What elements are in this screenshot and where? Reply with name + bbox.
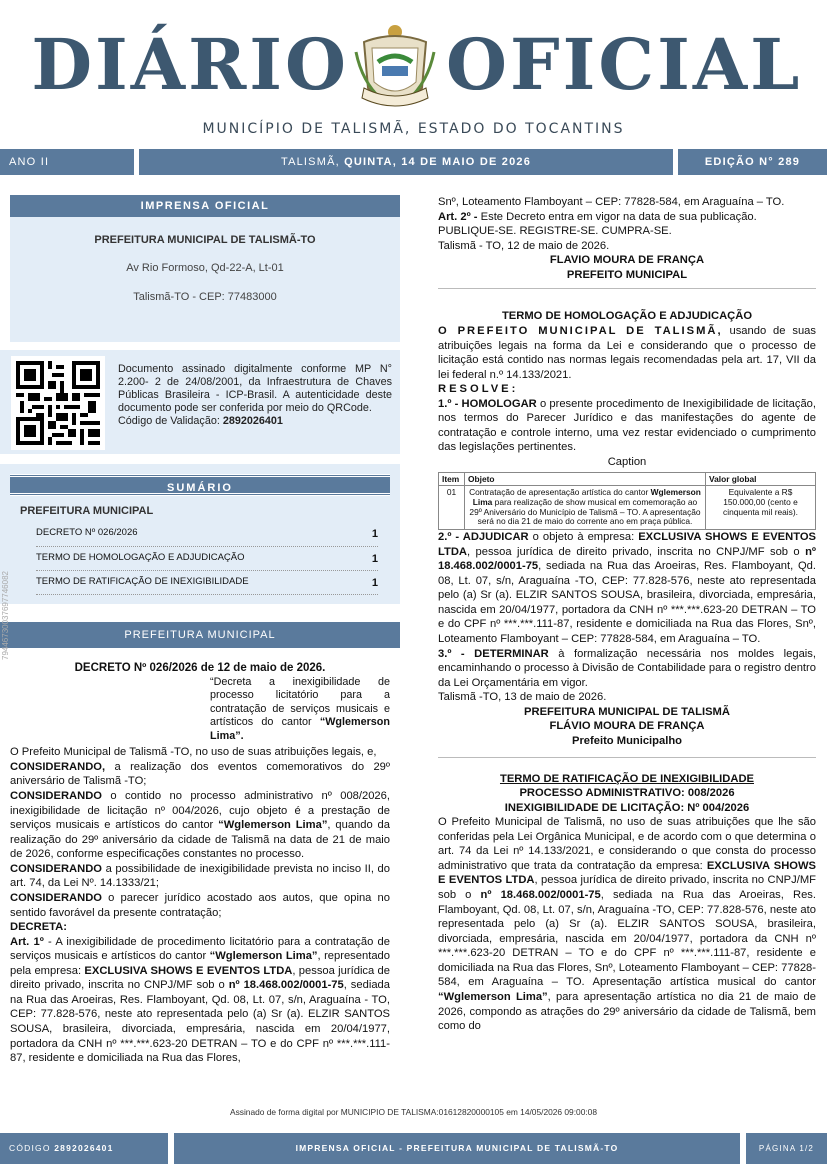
ratificacao-title: TERMO DE RATIFICAÇÃO DE INEXIGIBILIDADE [499,772,754,785]
art2: Art. 2º - Este Decreto entra em vigor na data de sua publicação. [438,210,757,223]
summary-heading: SUMÁRIO [10,474,390,496]
decreto-body: O Prefeito Municipal de Talismã -TO, no uso de suas atribuições legais, e, CONSIDERANDO, a realização dos eventos comemorativos do 29º aniversário de Talismã -TO; CONSIDERANDO o contido no processo administrativo nº 008/2026, inexigibilidade de licitação nº 004/2026, cujo objeto é a prestação de serviços musicais e artísticos do cantor “Wglemerson Lima”, quando da realização do 29º aniversário da cidade de Talismã na data de 21 de maio de 2026, conforme especificações constantes no processo. CONSIDERANDO a possibilidade de inexigibilidade prevista no inciso II, do art. 74, da Lei Nº. 14.1333/21; CONSIDERANDO o parecer jurídico acostado aos autos, que opina no sentido favorável da presente contratação; DECRETA: Art. 1º - A inexigibilidade de procedimento licitatório para a contratação de serviços musicais e artísticos do cantor “Wglemerson Lima”, representado pela empresa: EXCLUSIVA SHOWS E EVENTOS LTDA, pessoa jurídica de direito privado, inscrita no CNPJ/MF sob o nº 18.468.002/0001-75, sediada na Rua das Aroeiras, Res. Flamboyant, Qd. 08, Lt. 07, s/n, Araguaína - TO, CEP: 77.828-576, neste ato representada pelo (a) Sr (a). ELZIR SANTOS SOUSA, brasileira, divorciada, empresária, nascida em 20/04/1977, portadora da CNH nº ***.***.623-20 DETRAN – TO e do CPF nº ***.***.111-87, residente e domiciliada na Rua das Flores, [10,746,391,1065]
date-2: Talismã -TO, 13 de maio de 2026. [438,691,607,704]
masthead [0,0,827,150]
municipal-seal-icon [352,22,438,118]
ratificacao-inex: INEXIGIBILIDADE DE LICITAÇÃO: Nº 004/2026 [504,801,750,814]
ratificacao-process: PROCESSO ADMINISTRATIVO: 008/2026 [519,787,735,800]
imprensa-city: Talismã-TO - CEP: 77483000 [133,290,277,303]
qr-code-icon[interactable] [11,356,105,450]
year-bar [0,149,134,175]
imprensa-box [10,217,400,342]
imprensa-org: PREFEITURA MUNICIPAL DE TALISMÃ-TO [94,234,316,246]
signer-org-2: PREFEITURA MUNICIPAL DE TALISMÃ [524,705,730,718]
section-heading: PREFEITURA MUNICIPAL [0,622,400,648]
resolve-label: RESOLVE: [438,383,519,396]
summary-box [0,464,400,604]
validation-label: Código de Validação: [118,414,220,427]
date-label: QUINTA, 14 DE MAIO DE 2026 [344,156,532,168]
summary-section: PREFEITURA MUNICIPAL [20,505,154,517]
table-row: 01 Contratação de apresentação artística do cantor Wglemerson Lima para realização de show musical em comemoração ao 29º Aniversário do Município de Talismã – TO. A apresentação será no dia 21 de maio do corrente ano em praça pública. Equivalente a R$ 150.000,00 (cento e cinquenta mil reais). [439,486,816,530]
validation-code: 2892026401 [222,414,283,427]
vertical-code: 79446730037697746082 [1,571,10,660]
edition-label: EDIÇÃO N° 289 [704,156,801,168]
date-bar [139,149,673,175]
digital-signature-line: Assinado de forma digital por MUNICIPIO DE TALISMA:01612820000105 em 14/05/2026 09:00:08 [229,1107,597,1117]
title-right-word: OFICIAL [446,23,803,106]
homologacao-title: TERMO DE HOMOLOGAÇÃO E ADJUDICAÇÃO [501,310,753,323]
table-caption: Caption [607,456,647,468]
signer-role-1: PREFEITO MUNICIPAL [566,268,688,281]
edition-bar [678,149,827,175]
signature-box [0,350,400,454]
footer-code-bar: CÓDIGO 2892026401 [0,1133,168,1164]
footer-center-bar: IMPRENSA OFICIAL - PREFEITURA MUNICIPAL DE TALISMÃ-TO [174,1133,740,1164]
decreto-title: DECRETO Nº 026/2026 de 12 de maio de 2026. [74,662,326,674]
object-table: Item Objeto Valor global 01 Contratação de apresentação artística do cantor Wglemerson Lima para realização de show musical em comemoração ao 29º Aniversário do Município de Talismã – TO. A apresentação será no dia 21 de maio do corrente ano em praça pública. Equivalente a R$ 150.000,00 (cento e cinquenta mil reais). [438,472,816,531]
summary-item[interactable]: TERMO DE HOMOLOGAÇÃO E ADJUDICAÇÃO 1 [36,547,378,571]
divider [438,757,816,758]
decreto-ementa: “Decreta a inexigibilidade de processo licitatório para a contratação de serviços musicais e artísticos do cantor “Wglemerson Lima”. [210,675,391,742]
signature-statement: Documento assinado digitalmente conforme MP N° 2.200- 2 de 24/08/2001, da Infraestrutura de Chaves Públicas Brasileira - ICP-Brasil. A autenticidade deste documento pode ser conferida por meio do QRCode. [118,363,392,414]
divider [438,288,816,289]
date-1: Talismã - TO, 12 de maio de 2026. [438,239,610,252]
decreto-continuation: Snº, Loteamento Flamboyant – CEP: 77828-584, em Araguaína – TO. [438,196,785,208]
ratificacao-body: O Prefeito Municipal de Talismã, no uso de suas atribuições que lhe são conferidas pela Lei Orgânica Municipal, e de acordo com o que determina o art. 74 da Lei nº 14.133/2021, e considerando o que consta do processo administrativo que trata da contratação da empresa: EXCLUSIVA SHOWS E EVENTOS LTDA, pessoa jurídica de direito privado, inscrita no CNPJ/MF sob o nº 18.468.002/0001-75, sediada na Rua das Aroeiras, Res. Flamboyant, Qd. 08, Lt. 07, s/n, Araguaína -TO, CEP: 77.828-576, neste ato representada pelo (a) Sr (a). ELZIR SANTOS SOUSA, brasileira, divorciada, empresária, nascida em 20/04/1977, portadora da CNH nº ***.***.623-20 DETRAN – TO e do CPF nº ***.***.111-87, residente e domiciliada na Rua das Flores, Snº, Loteamento Flamboyant – CEP: 77828-584, em Araguaína – TO. Apresentação artística musical do cantor “Wglemerson Lima”, para apresentação artística no dia 21 de maio de 2026, compondo as atrações do 29º aniversário da cidade de Talismã, bem como do [438,816,817,1033]
summary-item[interactable]: DECRETO Nº 026/2026 1 [36,522,378,546]
publique: PUBLIQUE-SE. REGISTRE-SE. CUMPRA-SE. [438,225,672,238]
city-label: TALISMÃ, [280,156,340,168]
year-label: ANO II [9,156,50,168]
right-column: Snº, Loteamento Flamboyant – CEP: 77828-584, em Araguaína – TO. Art. 2º - Este Decreto entra em vigor na data de sua publicação. PUBLIQUE-SE. REGISTRE-SE. CUMPRA-SE. Talismã - TO, 12 de maio de 2026. FLAVIO MOURA DE FRANÇA PREFEITO MUNICIPAL TERMO DE HOMOLOGAÇÃO E ADJUDICAÇÃO O PREFEITO MUNICIPAL DE TALISMÃ, usando de suas atribuições legais na forma da Lei e considerando que o processo de licitação está contido nas normas legais recomendadas pela art. 17, VII da lei federal n.º 14.133/2021. RESOLVE: 1.º - HOMOLOGAR o presente procedimento de Inexigibilidade de licitação, nos termos do Parecer Jurídico e das manifestações do agente de contratação e controle interno, uma vez restar evidenciado o cumprimento das legislações pertinentes. Caption Item Objeto Valor global 01 Contratação de apresentação artística do cantor Wglemerson Lima para realização de show musical em comemoração ao 29º Aniversário do Município de Talismã – TO. A apresentação será no dia 21 de maio do corrente ano em praça pública. Equivalente a R$ 150.000,00 (cento e cinquenta mil reais). 2.º - ADJUDICAR o objeto à empresa: EXCLUSIVA SHOWS E EVENTOS LTDA, pessoa jurídica de direito privado, inscrita no CNPJ/MF sob o nº 18.468.002/0001-75, sediada na Rua das Aroeiras, Res. Flamboyant, Qd. 08, Lt. 07, s/n, Araguaína -TO, CEP: 77.828-576, neste ato representada pelo (a) Sr (a). ELZIR SANTOS SOUSA, brasileira, divorciada, empresária, nascida em 20/04/1977, portadora da CNH nº ***.***.623-20 DETRAN – TO e do CPF nº ***.***.111-87, residente e domiciliada na Rua das Flores, Snº, Loteamento Flamboyant – CEP: 77828-584, em Araguaína – TO. 3.º - DETERMINAR à formalização necessária nos moldes legais, encaminhando o processo à Divisão de Contabilidade para o registro dentro da Lei Orçamentária em vigor. Talismã -TO, 13 de maio de 2026. PREFEITURA MUNICIPAL DE TALISMÃ FLÁVIO MOURA DE FRANÇA Prefeito Municipalho TERMO DE RATIFICAÇÃO DE INEXIGIBILIDADE PROCESSO ADMINISTRATIVO: 008/2026 INEXIGIBILIDADE DE LICITAÇÃO: Nº 004/2026 O Prefeito Municipal de Talismã, no uso de suas atribuições que lhe são conferidas pela Lei Orgânica Municipal, e de acordo com o que determina o art. 74 da Lei nº 14.133/2021, e considerando o que consta do processo administrativo que trata da contratação da empresa: EXCLUSIVA SHOWS E EVENTOS LTDA, pessoa jurídica de direito privado, inscrita no CNPJ/MF sob o nº 18.468.002/0001-75, sediada na Rua das Aroeiras, Res. Flamboyant, Qd. 08, Lt. 07, s/n, Araguaína -TO, CEP: 77.828-576, neste ato representada pelo (a) Sr (a). ELZIR SANTOS SOUSA, brasileira, divorciada, empresária, nascida em 20/04/1977, portadora da CNH nº ***.***.623-20 DETRAN – TO e do CPF nº ***.***.111-87, residente e domiciliada na Rua das Flores, Snº, Loteamento Flamboyant – CEP: 77828-584, em Araguaína – TO. Apresentação artística musical do cantor “Wglemerson Lima”, para apresentação artística no dia 21 de maio de 2026, compondo as atrações do 29º aniversário da cidade de Talismã, bem como do [438,196,817,1033]
imprensa-address: Av Rio Formoso, Qd-22-A, Lt-01 [126,262,284,275]
imprensa-heading: IMPRENSA OFICIAL [10,195,400,217]
summary-item[interactable]: TERMO DE RATIFICAÇÃO DE INEXIGIBILIDADE 1 [36,571,378,595]
newspaper-subtitle: MUNICÍPIO DE TALISMÃ, ESTADO DO TOCANTINS [202,121,625,137]
signature-text [118,363,392,428]
left-column [0,195,400,1066]
title-left-word: DIÁRIO [31,23,349,106]
signer-name-2: FLÁVIO MOURA DE FRANÇA [549,720,705,733]
signer-name-1: FLAVIO MOURA DE FRANÇA [549,254,705,267]
signer-role-2: Prefeito Municipalho [571,734,683,747]
footer-page-bar: PÁGINA 1/2 [746,1133,827,1164]
